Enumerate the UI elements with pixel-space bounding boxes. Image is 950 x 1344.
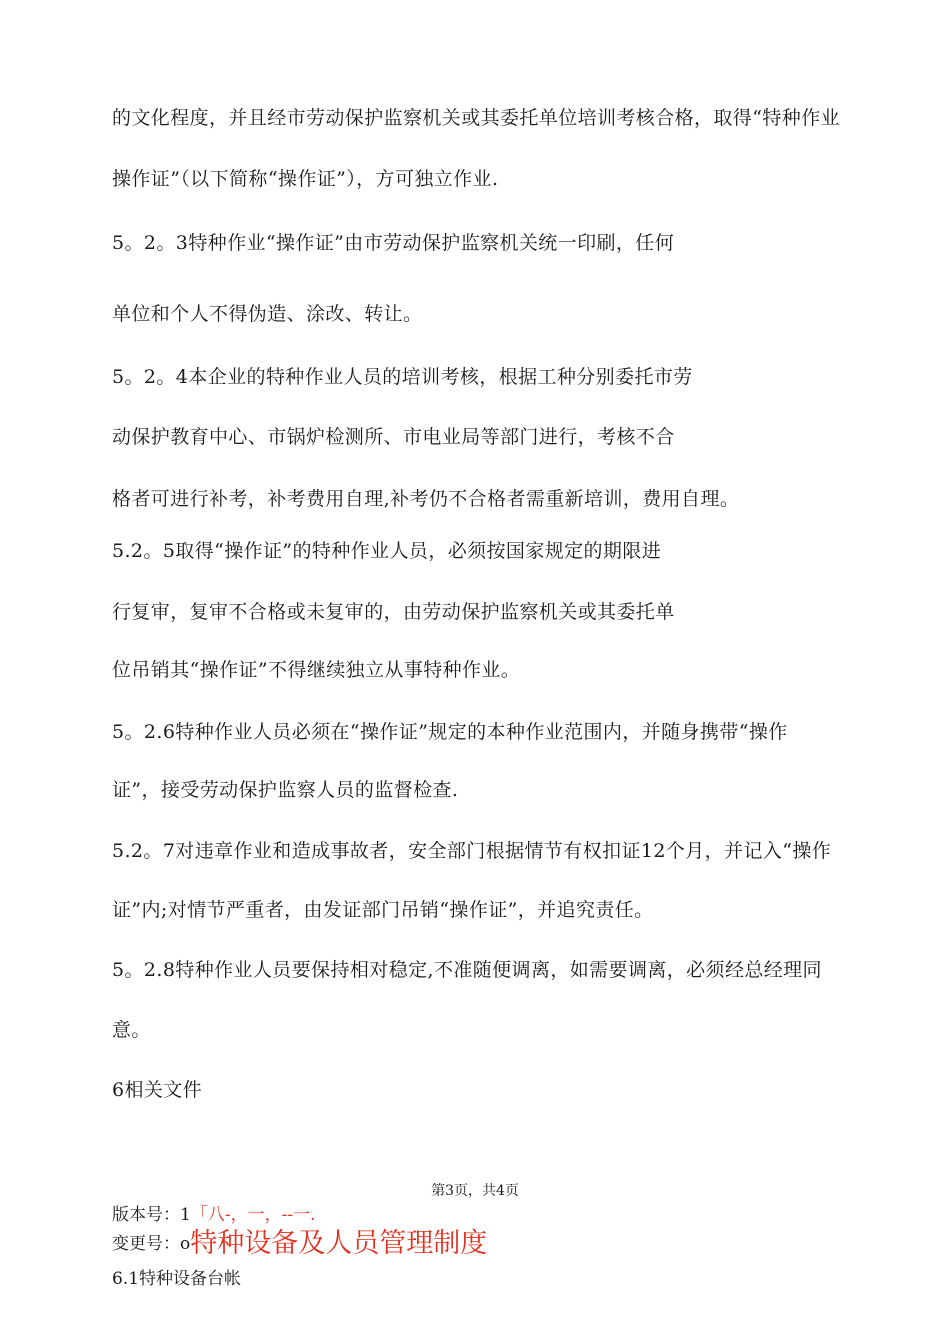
- body-line: 5。2。4本企业的特种作业人员的培训考核，根据工种分别委托市劳: [112, 366, 693, 388]
- body-line: 意。: [112, 1019, 151, 1041]
- body-line: 的文化程度，并且经市劳动保护监察机关或其委托单位培训考核合格，取得“特种作业: [112, 107, 840, 129]
- body-line: 证”内;对情节严重者，由发证部门吊销“操作证”，并追究责任。: [112, 899, 654, 921]
- section-heading-related-docs: 6相关文件: [112, 1079, 203, 1101]
- version-line: [112, 1204, 315, 1226]
- page-indicator: 第3页，共4页: [431, 1183, 519, 1199]
- body-line: 格者可进行补考，补考费用自理,补考仍不合格者需重新培训，费用自理。: [112, 488, 740, 510]
- document-title: 特种设备及人员管理制度: [190, 1228, 488, 1259]
- version-value: 「八-，一，--一.: [190, 1205, 316, 1225]
- change-label: 变更号：o: [112, 1234, 191, 1254]
- body-line: 操作证”（以下简称“操作证”），方可独立作业.: [112, 168, 499, 190]
- body-line: 位吊销其“操作证”不得继续独立从事特种作业。: [112, 659, 521, 681]
- body-line: 5.2。5取得“操作证”的特种作业人员，必须按国家规定的期限进: [112, 540, 662, 562]
- body-line: 5。2.8特种作业人员要保持相对稳定,不准随便调离，如需要调离，必须经总经理同: [112, 959, 822, 981]
- body-line: 5。2。3特种作业“操作证”由市劳动保护监察机关统一印刷，任何: [112, 232, 675, 254]
- body-line: 单位和个人不得伪造、涂改、转让。: [112, 303, 423, 325]
- version-label: 版本号：1: [112, 1205, 191, 1225]
- section-heading-equipment-ledger: 6.1特种设备台帐: [112, 1269, 242, 1289]
- body-line: 证”，接受劳动保护监察人员的监督检查.: [112, 779, 459, 801]
- body-line: 5.2。7对违章作业和造成事故者，安全部门根据情节有权扣证12个月，并记入“操作: [112, 840, 832, 862]
- change-line: [112, 1228, 488, 1259]
- body-line: 行复审，复审不合格或未复审的，由劳动保护监察机关或其委托单: [112, 601, 675, 623]
- body-line: 5。2.6特种作业人员必须在“操作证”规定的本种作业范围内，并随身携带“操作: [112, 721, 788, 743]
- body-line: 动保护教育中心、市锅炉检测所、市电业局等部门进行，考核不合: [112, 426, 675, 448]
